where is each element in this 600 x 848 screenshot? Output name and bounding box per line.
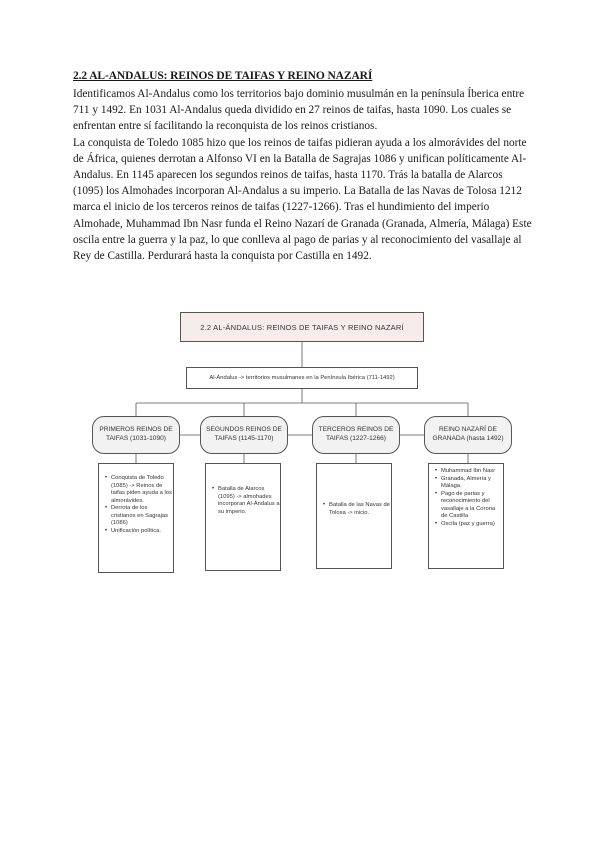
group-label: TERCEROS REINOS DE TAIFAS (1227-1266) xyxy=(318,426,394,442)
group-box-nazari xyxy=(424,416,512,454)
detail-item: • Granada, Almería y Málaga. xyxy=(441,476,503,491)
detail-box-nazari xyxy=(428,463,504,569)
group-box-segundos xyxy=(200,416,288,454)
detail-box-primeros xyxy=(98,463,174,573)
diagram-title-box xyxy=(180,312,424,342)
detail-item: • Oscila (paz y guerra) xyxy=(441,521,503,529)
detail-item: • Derrota de los cristianos en Sagrajas (1086) xyxy=(111,505,173,528)
detail-item: • Conquista de Toledo (1085) -> Reinos de taifas piden ayuda a los almorávides. xyxy=(111,475,173,505)
detail-box-terceros xyxy=(316,463,392,569)
detail-item: • Batalla de las Navas de Tolosa -> inicio. xyxy=(329,502,391,517)
detail-item: • Batalla de Alarcos (1095) -> almohades incorporan Al-Ándalus a su imperio. xyxy=(218,486,280,516)
detail-item: • Unificación política. xyxy=(111,528,173,536)
diagram-title: 2.2 AL-ÁNDALUS: REINOS DE TAIFAS Y REINO NAZARÍ xyxy=(200,322,404,332)
group-box-primeros xyxy=(92,416,180,454)
detail-box-segundos xyxy=(205,463,281,571)
group-label: PRIMEROS REINOS DE TAIFAS (1031-1090) xyxy=(99,426,173,442)
detail-item: • Muhammad Ibn Nasr xyxy=(441,468,503,476)
group-label: REINO NAZARÍ DE GRANADA (hasta 1492) xyxy=(432,426,504,442)
paragraph-2: La conquista de Toledo 1085 hizo que los reinos de taifas pidieran ayuda a los almorávides del norte de África, quienes derrotan a Alfonso VI en la Batalla de Sagrajas 1086 y unifican políticamente Al-Andalus. En 1145 aparecen los segundos reinos de taifas, hasta 1170. Trás la batalla de Alarcos (1095) los Almohades incorporan Al-Andalus a su imperio. La Batalla de las Navas de Tolosa 1212 marca el inicio de los terceros reinos de taifas (1227-1266). Tras el hundimiento del imperio Almohade, Muhammad Ibn Nasr funda el Reino Nazarí de Granada (Granada, Almería, Málaga) Este oscila entre la guerra y la paz, lo que conlleva al pago de parias y al reconocimiento del vasallaje al Rey de Castilla. Perdurará hasta la conquista por Castilla en 1492. xyxy=(73,136,532,263)
detail-item: • Pago de parias y reconocimiento del vasallaje a la Corona de Castilla xyxy=(441,491,503,521)
diagram-subtitle: Al-Ándalus -> territorios musulmanes en la Península Ibérica (711-1492) xyxy=(209,375,395,381)
group-label: SEGUNDOS REINOS DE TAIFAS (1145-1170) xyxy=(206,426,282,442)
section-heading: 2.2 AL-ANDALUS: REINOS DE TAIFAS Y REINO NAZARÍ xyxy=(73,70,373,82)
diagram-subtitle-box xyxy=(186,367,418,389)
group-box-terceros xyxy=(312,416,400,454)
paragraph-1: Identificamos Al-Andalus como los territorios bajo dominio musulmán en la península Íberica entre 711 y 1492. En 1031 Al-Andalus queda dividido en 27 reinos de taifas, hasta 1090. Los cuales se enfrentan entre sí facilitando la reconquista de los reinos cristianos. xyxy=(73,88,525,133)
